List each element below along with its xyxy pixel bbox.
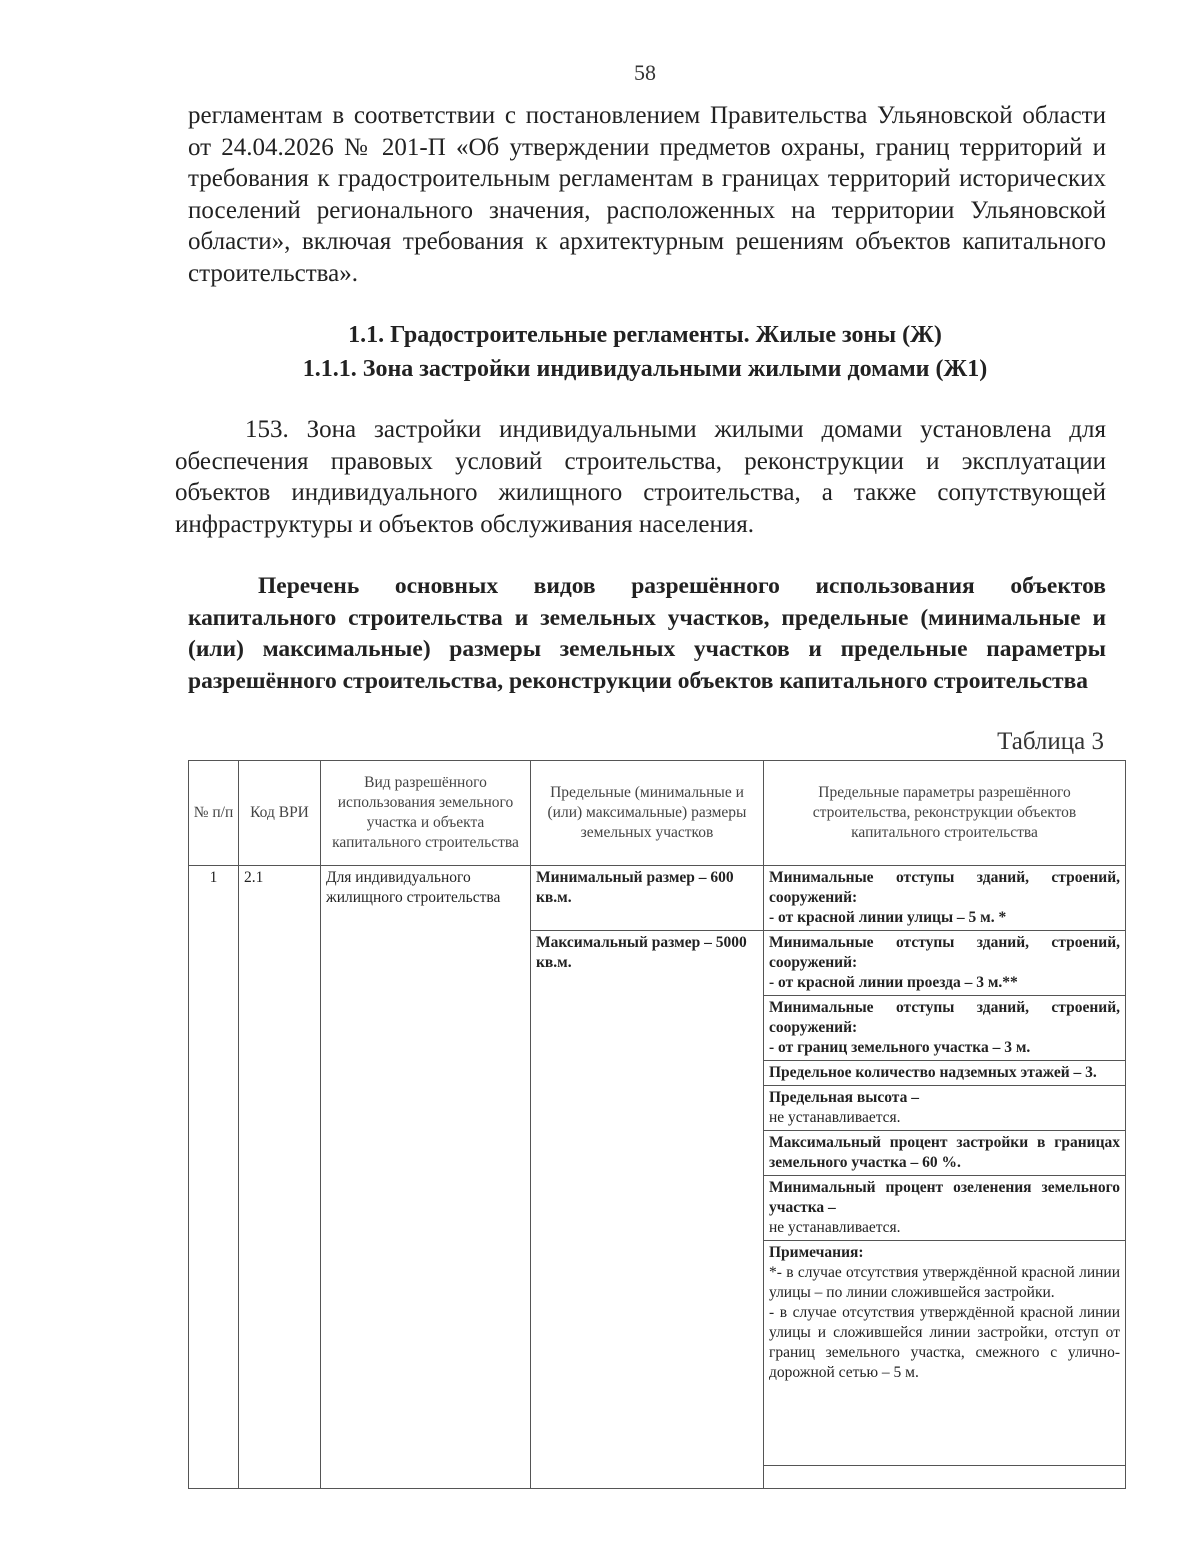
paragraph-153: 153. Зона застройки индивидуальными жилыми домами установлена для обеспечения правовых условий строительства, реконструкции и эксплуатации объектов индивидуального жилищного строительства, а также сопутствующей инфраструктуры и объектов обслуживания населения. — [175, 416, 1106, 538]
param-cell — [764, 1086, 1126, 1131]
table-row — [189, 866, 1126, 931]
notes-cell — [764, 1241, 1126, 1466]
param-strong: Минимальные отступы зданий, строений, сооружений: — [769, 934, 1120, 971]
param-rest: не устанавливается. — [769, 1219, 901, 1236]
row-code: 2.1 — [239, 866, 321, 1489]
param-cell — [764, 866, 1126, 931]
param-cell — [764, 931, 1126, 996]
param-rest: - от красной линии улицы – 5 м. * — [769, 909, 1007, 926]
param-rest: - от границ земельного участка – 3 м. — [769, 1039, 1031, 1056]
spacer-cell — [764, 1466, 1126, 1489]
header-sizes: Предельные (минимальные и (или) максимальные) размеры земельных участков — [531, 761, 764, 866]
param-rest: не устанавливается. — [769, 1109, 901, 1126]
intro-paragraph: регламентам в соответствии с постановлением Правительства Ульяновской области от 24.04.2026 № 201-П «Об утверждении предметов охраны, границ территорий и требования к градостроительным регламентам в границах территорий исторических поселений регионального значения, расположенных на территории Ульяновской области», включая требования к архитектурным решениям объектов капитального строительства». — [188, 102, 1106, 287]
param-cell — [764, 1061, 1126, 1086]
header-params: Предельные параметры разрешённого строительства, реконструкции объектов капитального строительства — [764, 761, 1126, 866]
header-use: Вид разрешённого использования земельного участка и объекта капитального строительства — [321, 761, 531, 866]
param-strong: Максимальный процент застройки в границах земельного участка – 60 %. — [769, 1134, 1120, 1171]
page-number: 58 — [634, 60, 656, 85]
note-1: *- в случае отсутствия утверждённой красной линии улицы – по линии сложившейся застройки. — [769, 1264, 1120, 1301]
param-rest: - от красной линии проезда – 3 м.** — [769, 974, 1018, 991]
param-cell — [764, 1131, 1126, 1176]
table-header-row — [189, 761, 1126, 866]
param-cell — [764, 1176, 1126, 1241]
note-2: - в случае отсутствия утверждённой красной линии улицы и сложившейся линии застройки, отступ от границ земельного участка, смежного с улично-дорожной сетью – 5 м. — [769, 1304, 1120, 1381]
row-use: Для индивидуального жилищного строительства — [321, 866, 531, 1489]
zoning-table — [188, 760, 1126, 1489]
section-heading: 1.1. Градостроительные регламенты. Жилые зоны (Ж) — [348, 322, 942, 348]
param-strong: Минимальный процент озеленения земельного участка – — [769, 1179, 1120, 1216]
size-min-cell: Минимальный размер – 600 кв.м. — [531, 866, 764, 931]
notes-title: Примечания: — [769, 1244, 864, 1261]
header-num: № п/п — [189, 761, 239, 866]
subsection-heading: 1.1.1. Зона застройки индивидуальными жилыми домами (Ж1) — [302, 356, 988, 382]
param-cell — [764, 996, 1126, 1061]
param-strong: Предельная высота – — [769, 1089, 919, 1106]
size-max-cell: Максимальный размер – 5000 кв.м. — [531, 931, 764, 1489]
table-label: Таблица 3 — [997, 728, 1104, 755]
header-code: Код ВРИ — [239, 761, 321, 866]
param-strong: Минимальные отступы зданий, строений, сооружений: — [769, 869, 1120, 906]
table-caption: Перечень основных видов разрешённого использования объектов капитального строительства и земельных участков, предельные (минимальные и (или) максимальные) размеры земельных участков и предельные параметры разрешённого строительства, реконструкции объектов капитального строительства — [188, 573, 1106, 694]
row-num: 1 — [189, 866, 239, 1489]
param-strong: Минимальные отступы зданий, строений, сооружений: — [769, 999, 1120, 1036]
param-strong: Предельное количество надземных этажей – 3. — [769, 1064, 1097, 1081]
